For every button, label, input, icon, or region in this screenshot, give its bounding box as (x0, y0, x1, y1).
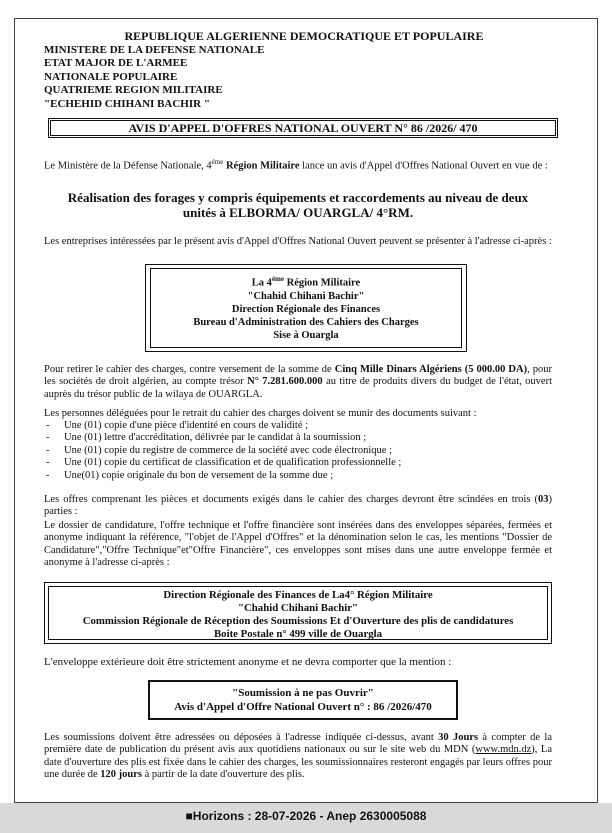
address-box-1-content: La $4^{éme}$ Région Militaire "Chahid Chihani Bachir" Direction Régionale des Finances Bureau d'Administration des Cahiers des Charges Sise à Ouargla (150, 268, 462, 348)
mdn-website-link[interactable]: www.mdn.dz (475, 744, 532, 756)
mention-box: "Soumission à ne pas Ouvrir" Avis d'Appel d'Offre National Ouvert n° : 86 /2026/470 (148, 680, 458, 720)
three-parts-paragraph: Les offres comprenant les pièces et documents exigés dans le cahier des charges devront être scindées en trois (03) parties : (44, 494, 552, 518)
letterhead-region: QUATRIEME REGION MILITAIRE (44, 84, 223, 96)
envelope-paragraph: L'enveloppe extérieure doit être strictement anonyme et ne devra comporter que la mention : (44, 656, 452, 668)
address-box-2-content: Direction Régionale des Finances de La4° Région Militaire "Chahid Chihani Bachir" Commission Régionale de Réception des Soumissions Et d'Ouverture des plis de candidatures Boite Postale n° 499 ville de Ouargla (48, 586, 548, 640)
letterhead-staff: ETAT MAJOR DE L'ARMEE (44, 57, 188, 69)
object-title: Réalisation des forages y compris équipements et raccordements au niveau de deux unités à ELBORMA/ OUARGLA/ 4°RM. (67, 190, 529, 220)
notice-title: AVIS D'APPEL D'OFFRES NATIONAL OUVERT N° 86 /2026/ 470 (48, 118, 558, 138)
deadline-paragraph: Les soumissions doivent être adressées ou déposées à l'adresse indiquée ci-dessus, avant 30 Jours à compter de la première date de publication du présent avis aux quotidiens nationaux ou sur le site web du MDN (www.mdn.dz), La date d'ouverture des plis est fixée dans le cahier des charges, les soumissionnaires resteront engagés par leurs offres pour une durée de 120 jours à partir de la date d'ouverture des plis. (44, 732, 552, 781)
intro-paragraph: Le Ministère de la Défense Nationale, $4^{éme}$ Région Militaire lance un avis d'Appel d'Offres National Ouvert en vue de : (44, 158, 548, 172)
letterhead-republic: REPUBLIQUE ALGERIENNE DEMOCRATIQUE ET POPULAIRE (124, 29, 484, 43)
documents-list (44, 420, 552, 482)
list-item: - Une (01) copie du registre de commerce de la société avec code électronique ; (44, 445, 552, 457)
dossier-paragraph: Le dossier de candidature, l'offre technique et l'offre financière sont insérées dans des enveloppes séparées, fermées et anonyme indiquant la référence, "l'objet de l'Appel d'Offres" et la dénomination selon le cas, les mentions "Dossier de Candidature","Offre Technique"et"Offre Financière", ces enveloppes sont mises dans une autre enveloppe fermée et anonyme à l'adresse ci-après : (44, 520, 552, 569)
retrieve-paragraph: Pour retirer le cahier des charges, contre versement de la somme de Cinq Mille Dinars Algériens (5 000.00 DA), pour les sociétés de droit algérien, au compte trésor N° 7.281.600.000 au titre de produits divers du budget de l'état, ouvert auprès du trésor public de la wilaya de OUARGLA. (44, 364, 553, 400)
letterhead-army: NATIONALE POPULAIRE (44, 70, 178, 83)
letterhead-ministry: MINISTERE DE LA DEFENSE NATIONALE (44, 43, 265, 56)
enterprises-paragraph: Les entreprises intéressées par le présent avis d'Appel d'Offres National Ouvert peuvent se présenter à l'adresse ci-après : (44, 236, 552, 247)
publication-footer: ■Horizons : 28-07-2026 - Anep 2630005088 (0, 803, 612, 833)
documents-paragraph: Les personnes déléguées pour le retrait du cahier des charges doivent se munir des documents suivant : (44, 408, 477, 419)
list-item: - Une (01) copie d'une pièce d'identité en cours de validité ; (44, 420, 552, 432)
list-item: - Une (01) copie du certificat de classification et de qualification professionnelle ; (44, 457, 552, 469)
letterhead (44, 30, 564, 111)
list-item: - Une (01) lettre d'accréditation, délivrée par le candidat à la soumission ; (44, 432, 552, 444)
list-item: - Une(01) copie originale du bon de versement de la somme due ; (44, 470, 552, 482)
letterhead-name: "ECHEHID CHIHANI BACHIR " (44, 97, 210, 110)
